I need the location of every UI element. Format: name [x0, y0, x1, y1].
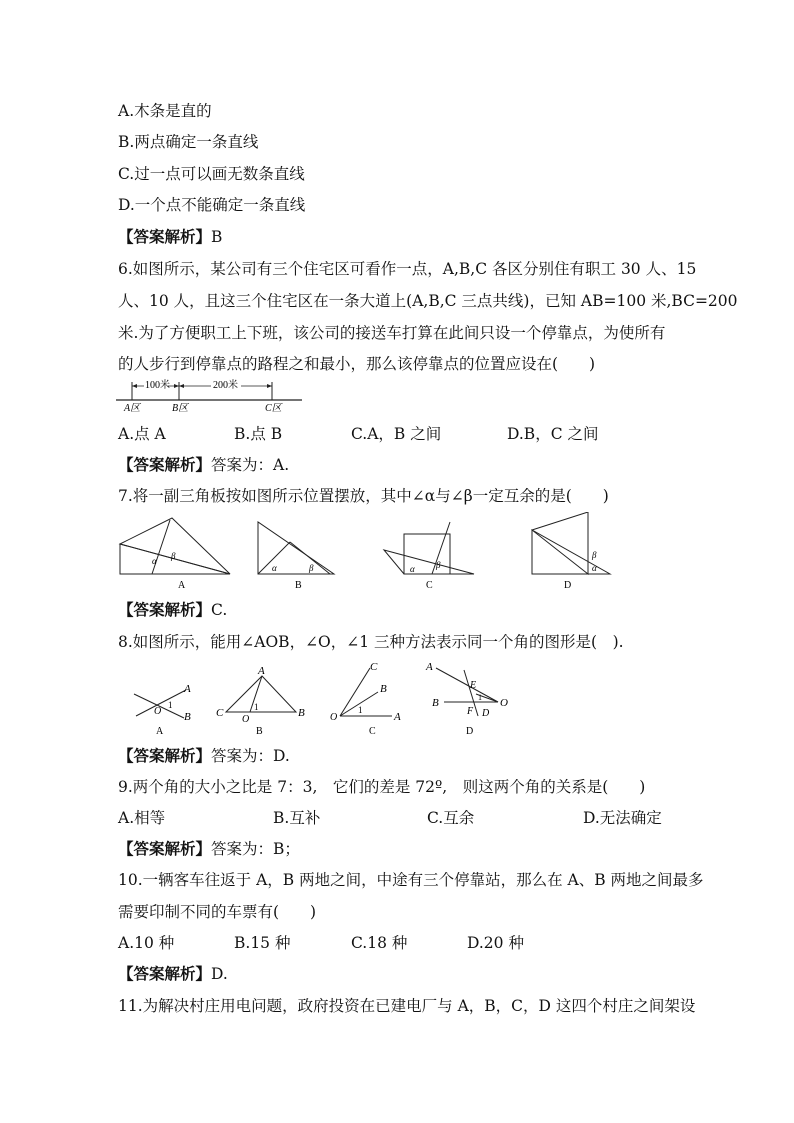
q5-answer: B	[211, 228, 223, 246]
q7-figure-d	[532, 512, 610, 591]
q7-answer-line	[118, 600, 227, 620]
q10-answer: D.	[211, 965, 228, 983]
q6-option-b: B.点 B	[234, 425, 283, 443]
q7-figure-a	[120, 518, 230, 591]
q6-text-line-3: 米.为了方便职工上下班，该公司的接送车打算在此间只设一个停靠点，为使所有	[118, 324, 666, 342]
q6-figure	[116, 376, 306, 416]
q7-beta-c: β	[436, 560, 441, 570]
q7-label-d: D	[564, 580, 572, 591]
q10-text-line-1: 10.一辆客车往返于 A，B 两地之间，中途有三个停靠站，那么在 A、B 两地之间最多	[118, 871, 704, 889]
svg-text:C: C	[216, 707, 224, 719]
q10-option-a: A.10 种	[118, 934, 175, 952]
q6-fig-label-b: B区	[172, 403, 189, 414]
svg-text:B: B	[184, 711, 191, 723]
svg-text:1: 1	[254, 702, 259, 712]
svg-text:B: B	[298, 707, 305, 719]
q9-option-a: A.相等	[118, 809, 166, 827]
q8-figures	[126, 658, 526, 738]
q5-option-b: B.两点确定一条直线	[118, 133, 259, 151]
q11-text: 11.为解决村庄用电问题，政府投资在已建电厂与 A，B，C，D 这四个村庄之间架设	[118, 997, 696, 1015]
q6-option-d: D.B，C 之间	[507, 425, 599, 443]
q9-text: 9.两个角的大小之比是 7：3, 它们的差是 72º, 则这两个角的关系是( )	[118, 778, 646, 796]
q5-option-c: C.过一点可以画无数条直线	[118, 165, 305, 183]
svg-text:O: O	[154, 706, 162, 717]
svg-text:1: 1	[478, 693, 482, 702]
svg-text:C: C	[370, 661, 378, 673]
q8-figure-d	[425, 661, 508, 737]
q8-figure-c	[330, 661, 401, 737]
q8-answer: 答案为：D.	[211, 747, 290, 765]
q6-fig-label-c: C区	[265, 403, 282, 414]
q8-figure-a	[134, 683, 191, 737]
q6-text-line-1: 6.如图所示，某公司有三个住宅区可看作一点，A,B,C 各区分别住有职工 30 人、15	[118, 260, 697, 278]
q5-option-a: A.木条是直的	[118, 102, 212, 120]
q5-option-d: D.一个点不能确定一条直线	[118, 196, 306, 214]
q6-answer-line	[118, 455, 289, 475]
q8-text: 8.如图所示，能用∠AOB，∠O，∠1 三种方法表示同一个角的图形是( ).	[118, 633, 624, 651]
svg-text:A: A	[426, 661, 433, 673]
svg-text:F: F	[467, 706, 474, 717]
answer-tag: 【答案解析】	[118, 228, 212, 246]
q6-text-line-2: 人、10 人，且这三个住宅区在一条大道上(A,B,C 三点共线)，已知 AB=100 米,BC=200	[118, 292, 738, 310]
q5-answer-line	[118, 227, 222, 247]
q7-figure-c	[384, 522, 474, 591]
q7-alpha-a: α	[152, 556, 157, 566]
svg-text:1: 1	[168, 700, 173, 710]
q6-option-a: A.点 A	[118, 425, 166, 443]
q10-option-b: B.15 种	[234, 934, 291, 952]
svg-text:O: O	[330, 712, 338, 723]
q8-label-c: C	[369, 726, 376, 737]
svg-text:A: A	[184, 683, 191, 695]
q7-alpha-d: α	[592, 563, 597, 573]
q7-figure-b	[258, 522, 334, 591]
q9-answer: 答案为：B；	[211, 840, 300, 858]
svg-text:O: O	[500, 697, 508, 709]
svg-text:B: B	[432, 697, 439, 709]
svg-text:E: E	[470, 680, 477, 691]
svg-text:D: D	[482, 708, 490, 719]
answer-tag: 【答案解析】	[118, 456, 212, 474]
q10-option-d: D.20 种	[467, 934, 524, 952]
q8-label-b: B	[256, 726, 263, 737]
q7-alpha-c: α	[410, 564, 415, 574]
q10-answer-line	[118, 964, 228, 984]
q10-option-c: C.18 种	[351, 934, 408, 952]
q6-option-c: C.A，B 之间	[351, 425, 442, 443]
q9-answer-line	[118, 839, 300, 859]
q7-beta-b: β	[309, 563, 314, 573]
q6-text-line-4: 的人步行到停靠点的路程之和最小，那么该停靠点的位置应设在( )	[118, 355, 596, 373]
q6-fig-label-200m: 200米	[213, 380, 238, 391]
q7-label-b: B	[295, 580, 302, 591]
q9-option-b: B.互补	[273, 809, 321, 827]
svg-text:1: 1	[358, 705, 363, 715]
q10-text-line-2: 需要印制不同的车票有( )	[118, 903, 317, 921]
answer-tag: 【答案解析】	[118, 840, 212, 858]
q7-label-a: A	[178, 580, 186, 591]
q8-label-a: A	[156, 726, 164, 737]
q7-figures	[112, 512, 632, 592]
q9-option-c: C.互余	[427, 809, 475, 827]
q7-alpha-b: α	[272, 563, 277, 573]
answer-tag: 【答案解析】	[118, 601, 212, 619]
svg-text:O: O	[242, 714, 250, 725]
answer-tag: 【答案解析】	[118, 965, 212, 983]
q7-beta-d: β	[592, 550, 597, 560]
q6-fig-label-a: A区	[124, 403, 141, 414]
answer-tag: 【答案解析】	[118, 747, 212, 765]
q8-figure-b	[216, 665, 305, 737]
q7-answer: C.	[211, 601, 228, 619]
svg-text:A: A	[258, 665, 265, 677]
q9-option-d: D.无法确定	[583, 809, 662, 827]
svg-text:A: A	[394, 711, 401, 723]
q7-text: 7.将一副三角板按如图所示位置摆放，其中∠α与∠β一定互余的是( )	[118, 487, 609, 505]
q8-label-d: D	[466, 726, 474, 737]
svg-text:B: B	[380, 683, 387, 695]
q6-fig-label-100m: 100米	[145, 380, 170, 391]
q7-label-c: C	[426, 580, 433, 591]
q7-beta-a: β	[171, 551, 176, 561]
q6-answer: 答案为：A.	[211, 456, 290, 474]
q8-answer-line	[118, 746, 290, 766]
